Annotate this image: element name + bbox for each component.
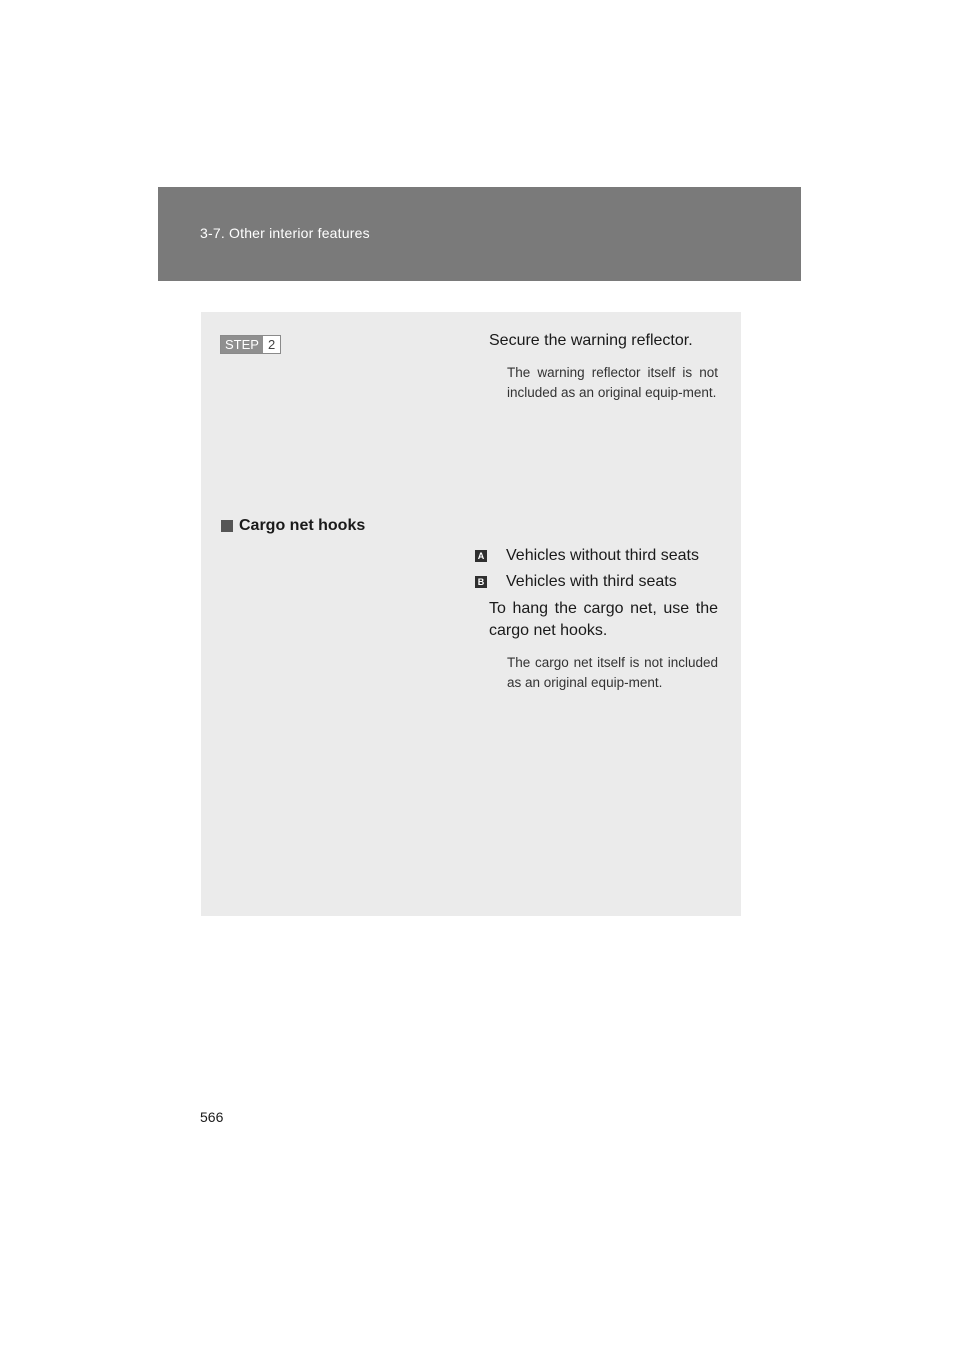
section-title: 3-7. Other interior features [200,225,370,241]
cargo-instruction: To hang the cargo net, use the cargo net hooks. [489,600,718,639]
page-number: 566 [200,1109,224,1125]
content-panel [201,312,741,916]
square-bullet-icon [221,520,233,532]
label-b-icon: B [475,576,487,588]
step2-note: The warning reflector itself is not included as an original equip-ment. [507,365,718,400]
step-number: 2 [263,336,280,353]
legend-item-a [475,545,699,567]
cargo-note: The cargo net itself is not included as an original equip-ment. [507,655,718,690]
step-word: STEP [221,336,263,353]
legend-label-b: Vehicles with third seats [506,573,677,590]
legend-item-b [475,571,677,593]
step2-instruction: Secure the warning reflector. [489,332,693,349]
header-band [158,187,801,281]
cargo-heading-text: Cargo net hooks [239,517,366,534]
step-badge [220,335,281,354]
legend-label-a: Vehicles without third seats [506,547,699,564]
cargo-heading [221,517,365,535]
label-a-icon: A [475,550,487,562]
